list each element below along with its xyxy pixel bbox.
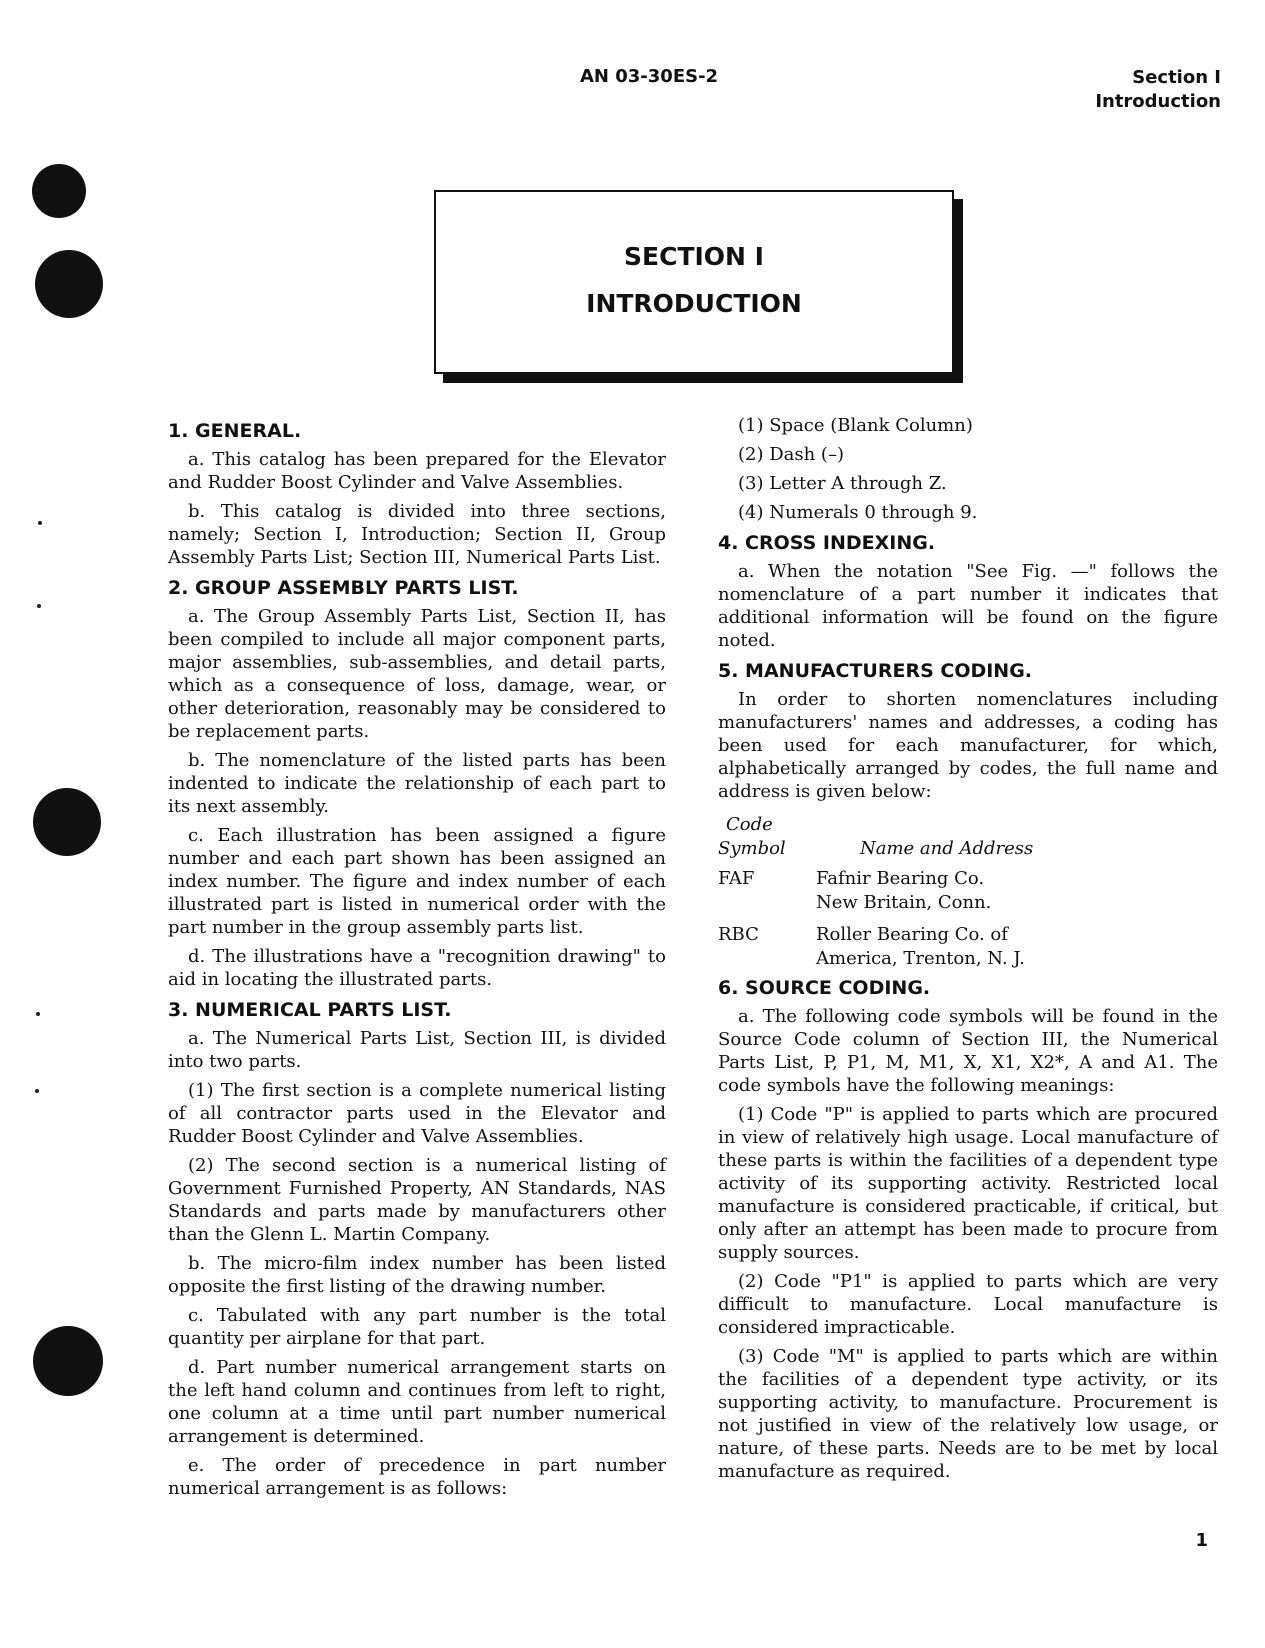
code-table-header	[718, 837, 1218, 861]
header-section-name: Introduction	[1095, 91, 1221, 112]
heading-group-assembly: 2. GROUP ASSEMBLY PARTS LIST.	[168, 577, 519, 599]
margin-speck	[35, 1089, 39, 1093]
code-symbol: RBC	[718, 924, 759, 945]
heading-general: 1. GENERAL.	[168, 420, 302, 442]
code-table-row	[718, 923, 1218, 971]
order-item: (3) Letter A through Z.	[738, 473, 947, 494]
name-address-header: Name and Address	[860, 838, 1034, 859]
paragraph: a. When the notation "See Fig. —" follows the nomenclature of a part number it indicates that additional information will be found on the figure noted.	[718, 561, 1218, 651]
order-item: (2) Dash (–)	[738, 444, 844, 465]
margin-speck	[37, 604, 41, 608]
code-symbol: FAF	[718, 868, 755, 889]
code-header-line1: Code	[726, 814, 773, 835]
address-line: Roller Bearing Co. of	[816, 924, 1008, 945]
binder-hole	[35, 250, 103, 318]
code-table-header	[718, 813, 1218, 837]
paragraph: b. This catalog is divided into three sections, namely; Section I, Introduction; Section II, Group Assembly Parts List; Section III, Numerical Parts List.	[168, 501, 666, 568]
manufacturer-code-table	[718, 813, 1218, 971]
heading-cross-indexing: 4. CROSS INDEXING.	[718, 532, 936, 554]
page-number: 1	[1195, 1530, 1208, 1551]
paragraph: (3) Code "M" is applied to parts which are within the facilities of a dependent type activity, or its supporting activity, to manufacture. Procurement is not justified in view of the relatively low usage, or nature, of these parts. Needs are to be met by local manufacture as required.	[718, 1346, 1218, 1482]
paragraph: c. Tabulated with any part number is the total quantity per airplane for that part.	[168, 1305, 666, 1349]
paragraph: e. The order of precedence in part number numerical arrangement is as follows:	[168, 1455, 666, 1499]
paragraph: c. Each illustration has been assigned a figure number and each part shown has been assigned an index number. The figure and index number of each illustrated part is listed in numerical order with the part number in the group assembly parts list.	[168, 825, 666, 938]
order-item: (4) Numerals 0 through 9.	[738, 502, 978, 523]
binder-hole	[33, 788, 101, 856]
heading-numerical-parts: 3. NUMERICAL PARTS LIST.	[168, 999, 452, 1021]
manufacturer-name-address	[816, 923, 1218, 971]
document-number: AN 03-30ES-2	[580, 66, 719, 87]
paragraph: d. The illustrations have a "recognition drawing" to aid in locating the illustrated parts.	[168, 946, 666, 990]
paragraph: (1) The first section is a complete numerical listing of all contractor parts used in the Elevator and Rudder Boost Cylinder and Valve Assemblies.	[168, 1080, 666, 1147]
binder-hole	[33, 1326, 103, 1396]
header-section-label: Section I	[1132, 67, 1221, 88]
paragraph: (2) The second section is a numerical listing of Government Furnished Property, AN Standards, NAS Standards and parts made by manufacturers other than the Glenn L. Martin Company.	[168, 1155, 666, 1245]
paragraph: a. The Group Assembly Parts List, Section II, has been compiled to include all major component parts, major assemblies, sub-assemblies, and detail parts, which as a consequence of loss, damage, wear, or other deterioration, reasonably may be considered to be replacement parts.	[168, 606, 666, 742]
binder-hole	[32, 164, 86, 218]
right-column	[718, 414, 1218, 1489]
paragraph: d. Part number numerical arrangement starts on the left hand column and continues from left to right, one column at a time until part number numerical arrangement is determined.	[168, 1357, 666, 1447]
code-table-row	[718, 867, 1218, 915]
address-line: New Britain, Conn.	[816, 892, 992, 913]
heading-manufacturers-coding: 5. MANUFACTURERS CODING.	[718, 660, 1033, 682]
code-header-line2: Symbol	[718, 838, 786, 859]
paragraph: (2) Code "P1" is applied to parts which are very difficult to manufacture. Local manufacture is considered impracticable.	[718, 1271, 1218, 1338]
paragraph: b. The micro-film index number has been listed opposite the first listing of the drawing number.	[168, 1253, 666, 1297]
paragraph: a. This catalog has been prepared for the Elevator and Rudder Boost Cylinder and Valve Assemblies.	[168, 449, 666, 493]
order-item: (1) Space (Blank Column)	[738, 415, 973, 436]
margin-speck	[36, 1012, 40, 1016]
paragraph: a. The Numerical Parts List, Section III, is divided into two parts.	[168, 1028, 666, 1072]
section-number-title: SECTION I	[624, 242, 764, 271]
manufacturer-name-address	[816, 867, 1218, 915]
address-line: America, Trenton, N. J.	[816, 948, 1025, 969]
left-column	[168, 418, 666, 1506]
paragraph: b. The nomenclature of the listed parts has been indented to indicate the relationship of each part to its next assembly.	[168, 750, 666, 817]
paragraph: In order to shorten nomenclatures including manufacturers' names and addresses, a coding has been used for each manufacturer, for which, alphabetically arranged by codes, the full name and address is given below:	[718, 689, 1218, 802]
paragraph: (1) Code "P" is applied to parts which are procured in view of relatively high usage. Local manufacture of these parts is within the facilities of a dependent type activity of its supporting activity. Restricted local manufacture is considered practicable, if critical, but only after an attempt has been made to procure from supply sources.	[718, 1104, 1218, 1263]
section-title-box	[434, 190, 954, 374]
address-line: Fafnir Bearing Co.	[816, 868, 985, 889]
paragraph: a. The following code symbols will be found in the Source Code column of Section III, the Numerical Parts List, P, P1, M, M1, X, X1, X2*, A and A1. The code symbols have the following meanings:	[718, 1006, 1218, 1096]
section-name-title: INTRODUCTION	[586, 289, 802, 318]
heading-source-coding: 6. SOURCE CODING.	[718, 977, 931, 999]
margin-speck	[38, 521, 42, 525]
running-header	[1095, 66, 1221, 114]
